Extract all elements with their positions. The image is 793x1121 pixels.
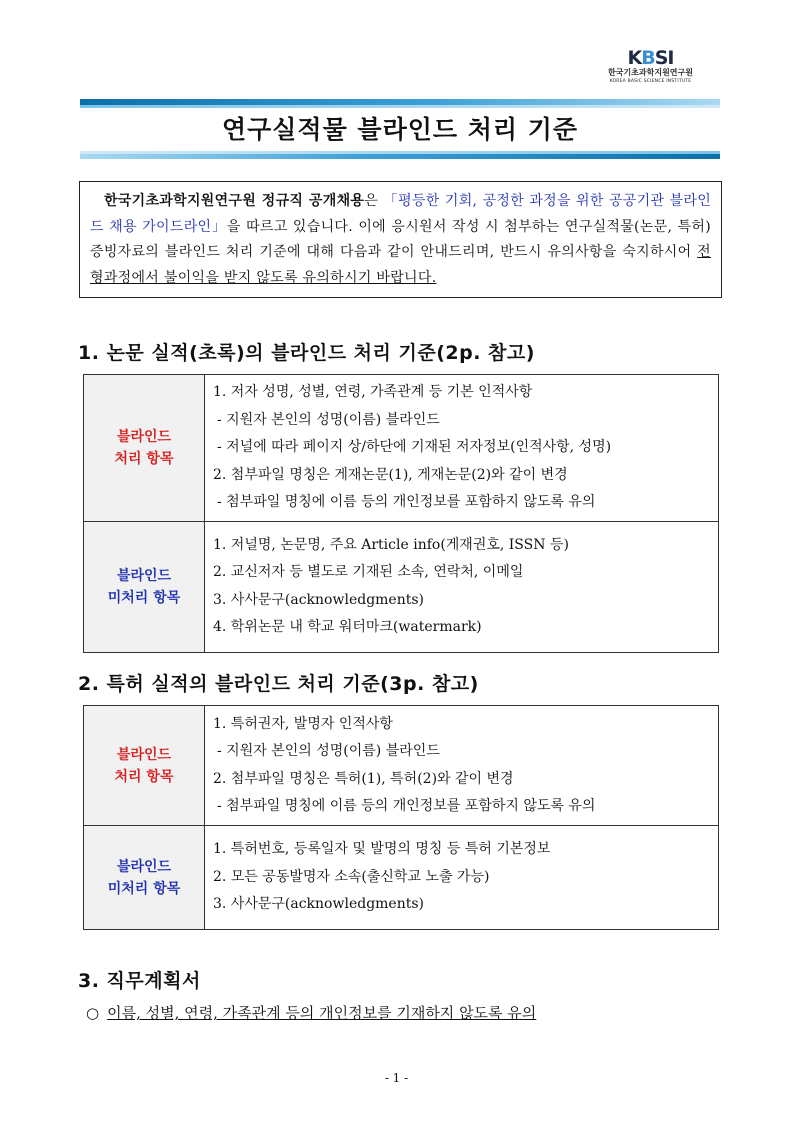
page-number: - 1 -	[384, 1071, 409, 1085]
kbsi-logo	[598, 48, 703, 85]
notice-text-1: 은	[364, 193, 384, 209]
document-title: 연구실적물 블라인드 처리 기준	[221, 115, 579, 144]
list-item: 2. 첨부파일 명칭은 게재논문(1), 게재논문(2)와 같이 변경	[213, 466, 568, 483]
list-item: 3. 사사문구(acknowledgments)	[213, 591, 425, 608]
list-item: 2. 첨부파일 명칭은 특허(1), 특허(2)와 같이 변경	[213, 770, 514, 787]
circle-bullet-icon: ○	[86, 1004, 100, 1022]
section-2-heading: 2. 특허 실적의 블라인드 처리 기준(3p. 참고)	[78, 673, 479, 695]
logo-mark-si: SI	[654, 47, 674, 69]
blind-items	[205, 706, 719, 826]
list-item: 2. 교신저자 등 별도로 기재된 소속, 연락처, 이메일	[213, 564, 524, 580]
nonblind-row	[84, 521, 719, 652]
nonblind-label-line-1: 블라인드	[116, 567, 172, 584]
notice-bold-prefix: 한국기초과학지원연구원 정규직 공개채용	[104, 193, 365, 209]
nonblind-label-line-2: 미처리 항목	[107, 880, 181, 897]
blind-label-line-1: 블라인드	[116, 428, 172, 445]
section-1-table	[83, 374, 719, 653]
list-item: 3. 사사문구(acknowledgments)	[213, 896, 425, 913]
blind-label	[84, 375, 205, 522]
list-item: 4. 학위논문 내 학교 워터마크(watermark)	[213, 619, 482, 635]
list-item: 1. 특허권자, 발명자 인적사항	[213, 715, 393, 732]
nonblind-label-line-2: 미처리 항목	[107, 589, 181, 606]
nonblind-row	[84, 826, 719, 930]
logo-name-en: KOREA BASIC SCIENCE INSTITUTE	[609, 79, 692, 84]
nonblind-label	[84, 521, 205, 652]
blind-label-line-2: 처리 항목	[114, 768, 174, 785]
notice-box	[79, 181, 722, 298]
notice-warning-underlined: 전형과정에서 불이익을 받지 않도록 유의하시기 바랍니다.	[90, 244, 711, 286]
list-item: - 저널에 따라 페이지 상/하단에 기재된 저자정보(인적사항, 성명)	[217, 439, 612, 455]
list-item: - 첨부파일 명칭에 이름 등의 개인정보를 포함하지 않도록 유의	[217, 494, 596, 510]
logo-name-kr: 한국기초과학지원연구원	[607, 68, 693, 77]
blind-label	[84, 706, 205, 826]
list-item: - 첨부파일 명칭에 이름 등의 개인정보를 포함하지 않도록 유의	[217, 798, 596, 814]
section-3-heading: 3. 직무계획서	[78, 970, 201, 992]
notice-text-2: 을 따르고 있습니다. 이에 응시원서 작성 시 첨부하는 연구실적물(논문, 특허) 증빙자료의 블라인드 처리 기준에 대해 다음과 같이 안내드리며, 반드시 유의사항을 숙지하시어	[90, 218, 711, 260]
blind-label-line-1: 블라인드	[116, 746, 172, 763]
logo-mark-k: K	[627, 47, 642, 69]
notice-guideline-title: 「평등한 기회, 공정한 과정을 위한 공공기관 블라인드 채용 가이드라인」	[90, 193, 712, 235]
nonblind-label	[84, 826, 205, 930]
blind-label-line-2: 처리 항목	[114, 450, 174, 467]
section-1-heading: 1. 논문 실적(초록)의 블라인드 처리 기준(2p. 참고)	[78, 342, 535, 364]
blind-row	[84, 375, 719, 522]
list-item: - 지원자 본인의 성명(이름) 블라인드	[217, 411, 440, 428]
blind-items	[205, 375, 719, 522]
list-item: 1. 특허번호, 등록일자 및 발명의 명칭 등 특허 기본정보	[213, 841, 551, 858]
title-bar-top-light	[80, 105, 720, 108]
section-2-table	[83, 705, 719, 930]
nonblind-items	[205, 826, 719, 930]
nonblind-label-line-1: 블라인드	[116, 858, 172, 875]
blind-row	[84, 706, 719, 826]
title-bar-bottom	[80, 154, 720, 159]
section-3-item	[86, 1002, 536, 1023]
list-item: 2. 모든 공동발명자 소속(출신학교 노출 가능)	[213, 868, 490, 885]
logo-mark	[598, 48, 703, 68]
section-3-text: 이름, 성별, 연령, 가족관계 등의 개인정보를 기재하지 않도록 유의	[107, 1004, 537, 1022]
nonblind-items	[205, 521, 719, 652]
logo-mark-b: B	[641, 47, 655, 69]
list-item: 1. 저널명, 논문명, 주요 Article info(게재권호, ISSN 등)	[213, 536, 569, 553]
list-item: - 지원자 본인의 성명(이름) 블라인드	[217, 743, 440, 759]
list-item: 1. 저자 성명, 성별, 연령, 가족관계 등 기본 인적사항	[213, 384, 533, 400]
